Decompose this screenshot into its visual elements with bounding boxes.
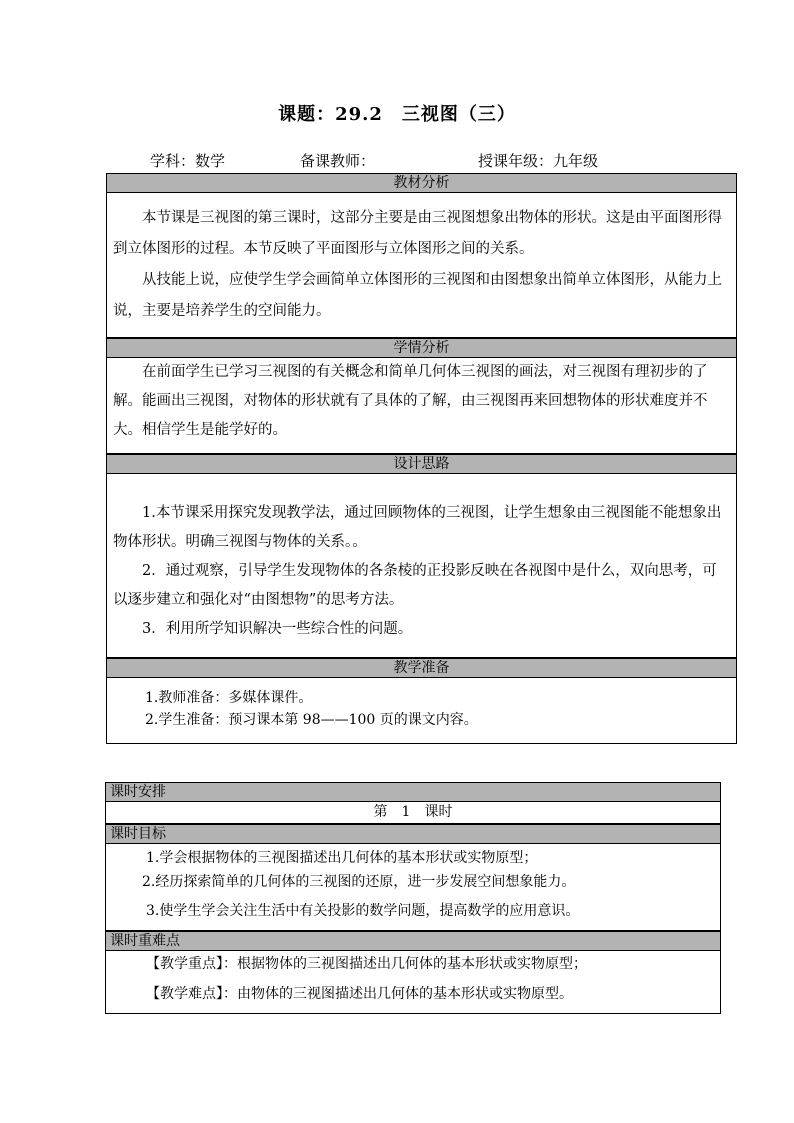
period-label: 第 1 课时 xyxy=(105,802,721,824)
textbook-analysis-body xyxy=(106,193,737,338)
design-body xyxy=(106,474,737,658)
preparation-item-2: 2.学生准备：预习课本第 98——100 页的课文内容。 xyxy=(145,712,478,728)
goal-item-2: 2.经历探索简单的几何体的三视图的还原，进一步发展空间想象能力。 xyxy=(142,874,576,890)
goal-item-1: 1.学会根据物体的三视图描述出几何体的基本形状或实物原型； xyxy=(146,850,538,866)
textbook-analysis-heading: 教材分析 xyxy=(106,173,737,193)
preparation-heading: 教学准备 xyxy=(106,658,737,678)
design-item-2: 2．通过观察，引导学生发现物体的各条棱的正投影反映在各视图中是什么，双向思考，可以逐步建立和强化对“由图想物”的思考方法。 xyxy=(113,563,717,608)
goals-heading: 课时目标 xyxy=(105,824,721,844)
preparation-item-1: 1.教师准备：多媒体课件。 xyxy=(145,690,313,706)
page-title: 课题：29.2 三视图（三） xyxy=(278,104,516,125)
preparation-body xyxy=(106,678,737,744)
design-item-1: 1.本节课采用探究发现教学法，通过回顾物体的三视图，让学生想象由三视图能不能想象出物体形状。明确三视图与物体的关系。。 xyxy=(113,505,722,550)
key-points-body xyxy=(105,951,721,1014)
student-analysis-p1: 在前面学生已学习三视图的有关概念和简单几何体三视图的画法，对三视图有理初步的了解。能画出三视图，对物体的形状就有了具体的了解，由三视图再来回想物体的形状难度并不大。相信学生是能学好的。 xyxy=(113,364,708,438)
goal-item-3: 3.使学生学会关注生活中有关投影的数学问题，提高数学的应用意识。 xyxy=(146,903,580,919)
subject-label: 学科：数学 xyxy=(150,152,226,170)
key-point-main: 【教学重点】：根据物体的三视图描述出几何体的基本形状或实物原型； xyxy=(146,956,587,972)
key-points-heading: 课时重难点 xyxy=(105,931,721,951)
schedule-heading: 课时安排 xyxy=(105,782,721,802)
key-point-difficult: 【教学难点】：由物体的三视图描述出几何体的基本形状或实物原型。 xyxy=(146,986,573,1002)
goals-body xyxy=(105,844,721,931)
student-analysis-body xyxy=(106,358,737,454)
textbook-analysis-p1: 本节课是三视图的第三课时，这部分主要是由三视图想象出物体的形状。这是由平面图形得到立体图形的过程。本节反映了平面图形与立体图形之间的关系。 xyxy=(113,210,722,257)
grade-label: 授课年级：九年级 xyxy=(478,152,599,170)
textbook-analysis-p2: 从技能上说，应使学生学会画简单立体图形的三视图和由图想象出简单立体图形，从能力上说，主要是培养学生的空间能力。 xyxy=(113,272,722,319)
design-item-3: 3．利用所学知识解决一些综合性的问题。 xyxy=(142,621,413,637)
design-heading: 设计思路 xyxy=(106,454,737,474)
teacher-label: 备课教师： xyxy=(300,152,376,170)
student-analysis-heading: 学情分析 xyxy=(106,338,737,358)
